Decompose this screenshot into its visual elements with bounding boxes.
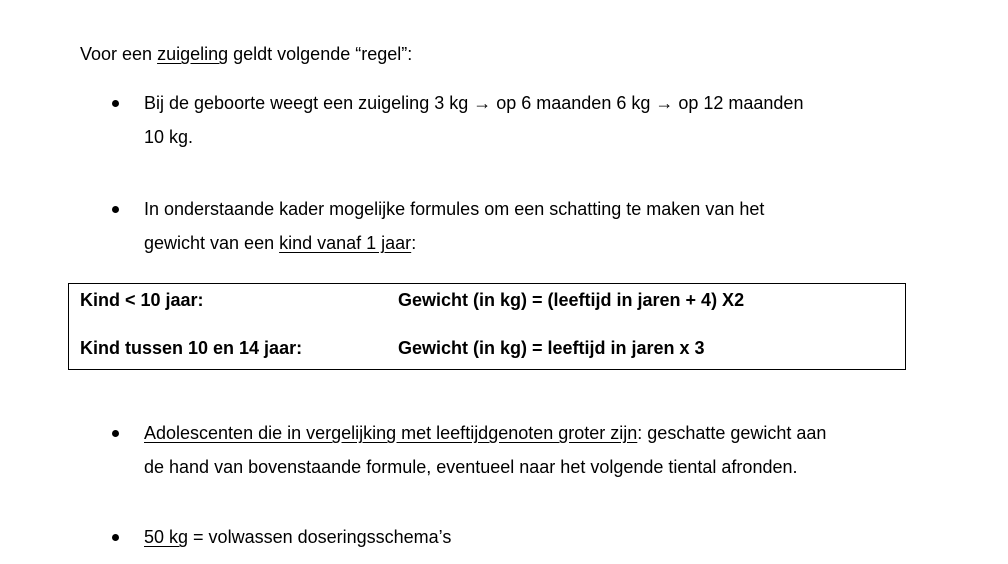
bullet-4-underlined-term: 50 kg [144, 527, 189, 547]
formula-row-2-formula: Gewicht (in kg) = leeftijd in jaren x 3 [398, 338, 705, 358]
bullet-2-line-2 [144, 226, 764, 260]
bullet-3-line-2: de hand van bovenstaande formule, eventueel naar het volgende tiental afronden. [144, 457, 798, 477]
intro-underlined-term: zuigeling [157, 44, 229, 64]
bullet-dot-1 [112, 100, 119, 107]
intro-text-after: geldt volgende “regel”: [228, 44, 413, 64]
bullet-3-line-1-after: : geschatte gewicht aan [637, 423, 827, 443]
bullet-2-line-2-before: gewicht van een [144, 233, 280, 253]
bullet-2-line-2-after: : [411, 233, 417, 253]
bullet-1-line-1: Bij de geboorte weegt een zuigeling 3 kg → op 6 maanden 6 kg → op 12 maanden [144, 93, 804, 113]
bullet-1-text [144, 86, 803, 154]
intro-text-before: Voor een [80, 44, 158, 64]
bullet-4-text [144, 520, 451, 554]
bullet-1-line-2: 10 kg. [144, 127, 194, 147]
bullet-3-underlined-term: Adolescenten die in vergelijking met leeftijdgenoten groter zijn [144, 423, 638, 443]
bullet-2-text [144, 192, 764, 260]
bullet-3-text [144, 416, 826, 484]
bullet-2-line-1: In onderstaande kader mogelijke formules om een schatting te maken van het [144, 199, 765, 219]
bullet-dot-2 [112, 206, 119, 213]
formula-row-1-formula: Gewicht (in kg) = (leeftijd in jaren + 4) X2 [398, 290, 745, 310]
bullet-2-underlined-term: kind vanaf 1 jaar [279, 233, 412, 253]
formula-row-1-label: Kind < 10 jaar: [80, 290, 204, 310]
formula-row-2-label: Kind tussen 10 en 14 jaar: [80, 338, 303, 358]
intro-paragraph [80, 42, 412, 66]
bullet-dot-4 [112, 534, 119, 541]
formula-box [68, 283, 906, 370]
bullet-4-text-after: = volwassen doseringsschema’s [188, 527, 452, 547]
bullet-3-line-1 [144, 416, 826, 450]
bullet-dot-3 [112, 430, 119, 437]
